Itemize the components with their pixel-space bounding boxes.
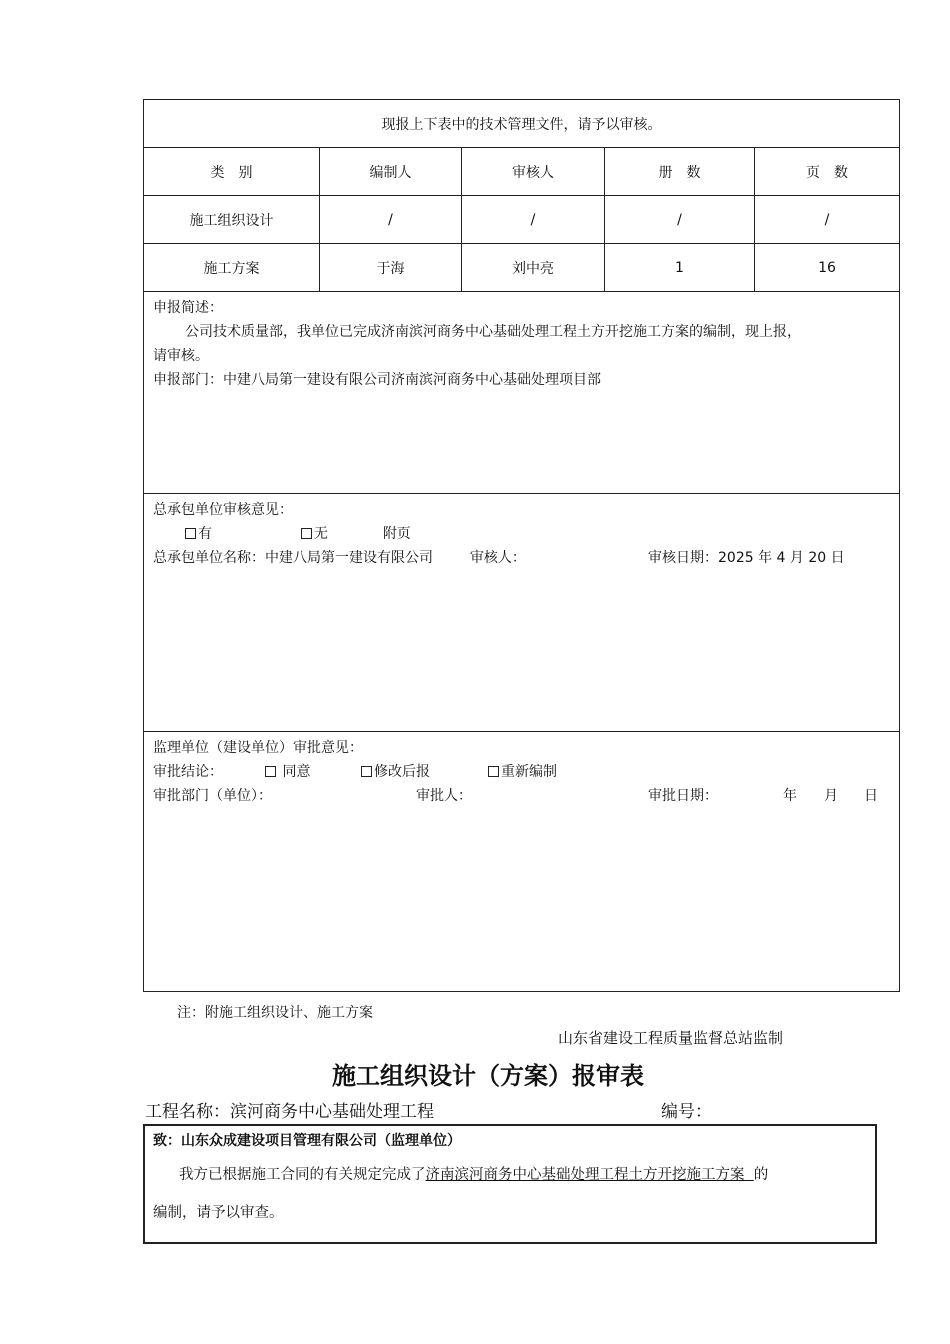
approver: 审批人： (416, 788, 472, 804)
checkbox-redo[interactable] (488, 766, 499, 777)
checkbox-agree[interactable] (265, 766, 276, 777)
approval-month: 月 (824, 788, 838, 804)
cell-pages: / (755, 196, 900, 244)
approval-dept: 审批部门（单位）： (153, 788, 272, 804)
project-name: 工程名称：滨河商务中心基础处理工程 (145, 1102, 434, 1122)
table-row (144, 196, 900, 244)
checkbox-no-label: 无 (313, 526, 328, 542)
approval-day: 日 (864, 788, 878, 804)
approval-date-label: 审批日期： (648, 788, 718, 804)
form2-title: 施工组织设计（方案）报审表 (332, 1061, 644, 1090)
cell-reviewer: 刘中亮 (462, 244, 605, 292)
gc-unit-name: 总承包单位名称：中建八局第一建设有限公司 (153, 550, 433, 566)
cell-volumes: / (605, 196, 755, 244)
form2-body-line2: 编制，请予以审查。 (153, 1205, 284, 1221)
checkbox-agree-label: 同意 (282, 764, 311, 780)
cell-pages: 16 (755, 244, 900, 292)
note: 注：附施工组织设计、施工方案 (177, 1005, 373, 1021)
gc-review-section (144, 494, 900, 732)
addressee: 致：山东众成建设项目管理有限公司（监理单位） (153, 1133, 461, 1149)
conclusion-label: 审批结论： (153, 764, 223, 780)
gc-review-label: 总承包单位审核意见： (153, 502, 293, 518)
col-volumes: 册 数 (605, 148, 755, 196)
cell-volumes: 1 (605, 244, 755, 292)
cell-reviewer: / (462, 196, 605, 244)
summary-section (144, 292, 900, 494)
gc-reviewer: 审核人： (469, 550, 526, 566)
body-post: 的 (753, 1167, 769, 1183)
serial-number: 编号： (661, 1102, 712, 1122)
attachment-label: 附页 (382, 526, 411, 542)
summary-body-line2: 请审核。 (153, 348, 209, 364)
checkbox-redo-label: 重新编制 (501, 764, 557, 780)
authority-line: 山东省建设工程质量监督总站监制 (558, 1029, 784, 1047)
col-pages: 页 数 (755, 148, 900, 196)
summary-dept: 申报部门：中建八局第一建设有限公司济南滨河商务中心基础处理项目部 (153, 372, 601, 388)
column-headers (144, 148, 900, 196)
checkbox-revise[interactable] (361, 766, 372, 777)
checkbox-yes[interactable] (185, 528, 196, 539)
cell-category: 施工方案 (144, 244, 320, 292)
col-category: 类 别 (144, 148, 320, 196)
cell-category: 施工组织设计 (144, 196, 320, 244)
col-author: 编制人 (320, 148, 462, 196)
tech-docs-table (143, 99, 900, 992)
form2-body (143, 1124, 877, 1244)
checkbox-yes-label: 有 (198, 526, 212, 542)
body-pre: 我方已根据施工合同的有关规定完成了 (179, 1167, 426, 1183)
body-plan-name: 济南滨河商务中心基础处理工程土方开挖施工方案 (425, 1167, 745, 1183)
form2-body-line1 (179, 1163, 768, 1187)
cell-author: / (320, 196, 462, 244)
table-header: 现报上下表中的技术管理文件，请予以审核。 (144, 100, 900, 148)
checkbox-revise-label: 修改后报 (374, 764, 430, 780)
gc-review-date: 审核日期：2025 年 4 月 20 日 (648, 550, 845, 566)
approval-year: 年 (783, 788, 797, 804)
checkbox-no[interactable] (301, 528, 312, 539)
table-row (144, 244, 900, 292)
supervisor-section (144, 732, 900, 992)
summary-body-line1: 公司技术质量部，我单位已完成济南滨河商务中心基础处理工程土方开挖施工方案的编制，现上报， (185, 324, 801, 340)
cell-author: 于海 (320, 244, 462, 292)
supervisor-label: 监理单位（建设单位）审批意见： (153, 740, 363, 756)
col-reviewer: 审核人 (462, 148, 605, 196)
summary-label: 申报简述： (153, 300, 223, 316)
